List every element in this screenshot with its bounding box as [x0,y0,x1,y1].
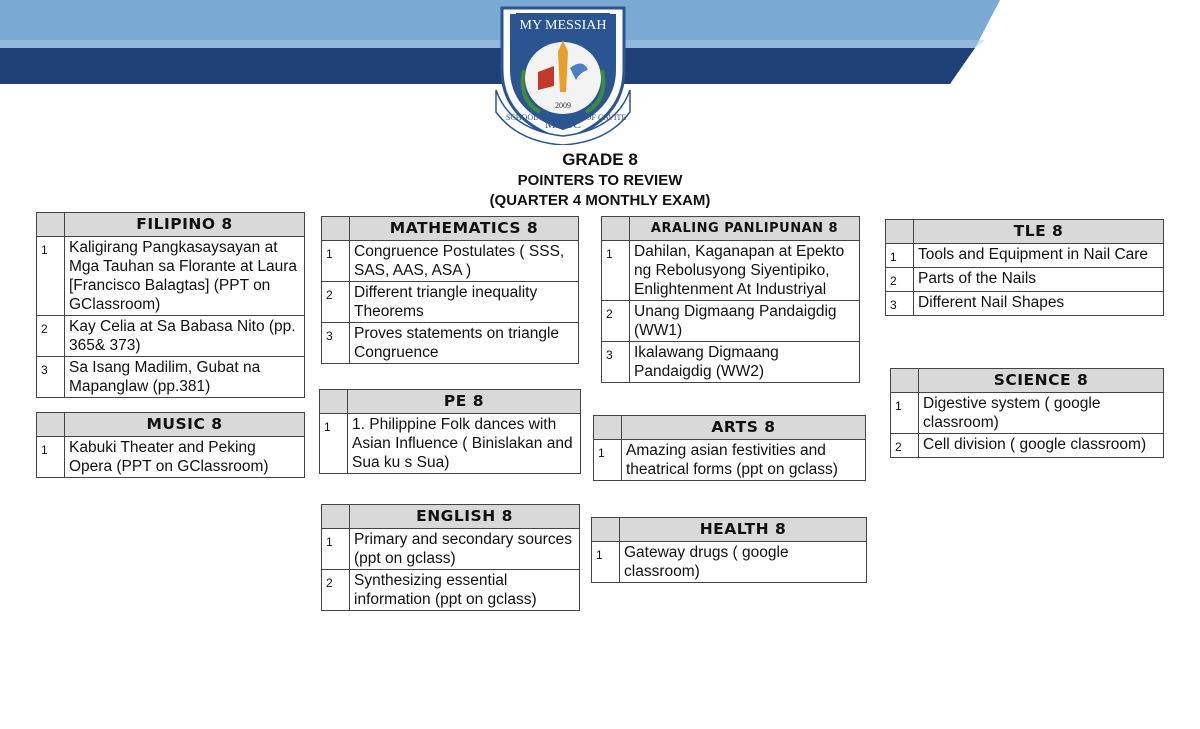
row-text: Different triangle inequality Theorems [350,282,579,323]
row-text: Primary and secondary sources (ppt on gclass) [350,529,580,570]
exam-label: (QUARTER 4 MONTHLY EXAM) [489,192,711,209]
table-title: TLE 8 [914,220,1164,244]
founding-year: 2009 [555,101,571,110]
table-title: SCIENCE 8 [919,369,1164,393]
table-title: ENGLISH 8 [350,505,580,529]
table-arts [593,415,866,481]
table-title: MUSIC 8 [65,413,305,437]
table-pe [319,389,581,474]
table-row [594,440,866,481]
row-text: Digestive system ( google classroom) [919,393,1164,434]
table-row [886,244,1164,268]
table-row [320,414,581,474]
row-number: 1 [320,414,348,474]
table-row [37,357,305,398]
table-row [322,570,580,611]
table-row [322,241,579,282]
table-row [891,393,1164,434]
row-text: Congruence Postulates ( SSS, SAS, AAS, ASA ) [350,241,579,282]
table-title: PE 8 [348,390,581,414]
table-music [36,412,305,478]
table-row [37,316,305,357]
row-number: 2 [602,301,630,342]
row-number: 3 [602,342,630,383]
table-title: MATHEMATICS 8 [350,217,579,241]
ribbon-left-text: SCHOOL [505,113,539,122]
table-title: ARALING PANLIPUNAN 8 [630,217,860,241]
row-text: Unang Digmaang Pandaigdig (WW1) [630,301,860,342]
row-text: Synthesizing essential information (ppt on gclass) [350,570,580,611]
row-text: Proves statements on triangle Congruence [350,323,579,364]
row-text: Tools and Equipment in Nail Care [914,244,1164,268]
table-mathematics [321,216,579,364]
row-text: Cell division ( google classroom) [919,434,1164,458]
table-row [891,434,1164,458]
table-row [322,529,580,570]
row-text: Ikalawang Digmaang Pandaigdig (WW2) [630,342,860,383]
table-row [322,282,579,323]
row-number: 3 [37,357,65,398]
row-number: 2 [37,316,65,357]
school-name-text: MY MESSIAH [519,18,607,33]
row-number: 1 [37,437,65,478]
table-row [886,292,1164,316]
row-number: 1 [322,529,350,570]
row-number: 1 [322,241,350,282]
table-row [37,237,305,316]
ribbon-right-text: OF CAVITE [585,113,627,122]
table-row [602,301,860,342]
row-text: Dahilan, Kaganapan at Epekto ng Rebolusyong Siyentipiko, Enlightenment At Industriyal [630,241,860,301]
row-text: Kay Celia at Sa Babasa Nito (pp. 365& 373) [65,316,305,357]
row-number: 2 [891,434,919,458]
table-filipino [36,212,305,398]
table-row [37,437,305,478]
row-number: 3 [886,292,914,316]
table-row [602,241,860,301]
table-title: HEALTH 8 [620,518,867,542]
row-number: 1 [886,244,914,268]
row-number: 2 [322,282,350,323]
table-title: ARTS 8 [622,416,866,440]
row-number: 1 [37,237,65,316]
row-number: 2 [322,570,350,611]
row-text: Sa Isang Madilim, Gubat na Mapanglaw (pp.381) [65,357,305,398]
table-science [890,368,1164,458]
table-row [592,542,867,583]
table-row [886,268,1164,292]
row-text: Gateway drugs ( google classroom) [620,542,867,583]
row-number: 1 [891,393,919,434]
row-number: 1 [602,241,630,301]
row-text: Different Nail Shapes [914,292,1164,316]
row-number: 1 [594,440,622,481]
table-row [602,342,860,383]
page-title: GRADE 8 [562,150,638,169]
table-row [322,323,579,364]
row-text: 1. Philippine Folk dances with Asian Influence ( Binislakan and Sua ku s Sua) [348,414,581,474]
page-subtitle: POINTERS TO REVIEW [517,172,683,189]
table-title: FILIPINO 8 [65,213,305,237]
row-text: Parts of the Nails [914,268,1164,292]
row-number: 2 [886,268,914,292]
row-number: 3 [322,323,350,364]
school-crest-logo [488,0,638,145]
table-tle [885,219,1164,316]
row-text: Kabuki Theater and Peking Opera (PPT on GClassroom) [65,437,305,478]
table-araling-panlipunan [601,216,860,383]
table-health [591,517,867,583]
table-english [321,504,580,611]
school-initials: MMSC [544,117,582,131]
row-number: 1 [592,542,620,583]
row-text: Kaligirang Pangkasaysayan at Mga Tauhan sa Florante at Laura [Francisco Balagtas] (PPT on GClassroom) [65,237,305,316]
row-text: Amazing asian festivities and theatrical forms (ppt on gclass) [622,440,866,481]
